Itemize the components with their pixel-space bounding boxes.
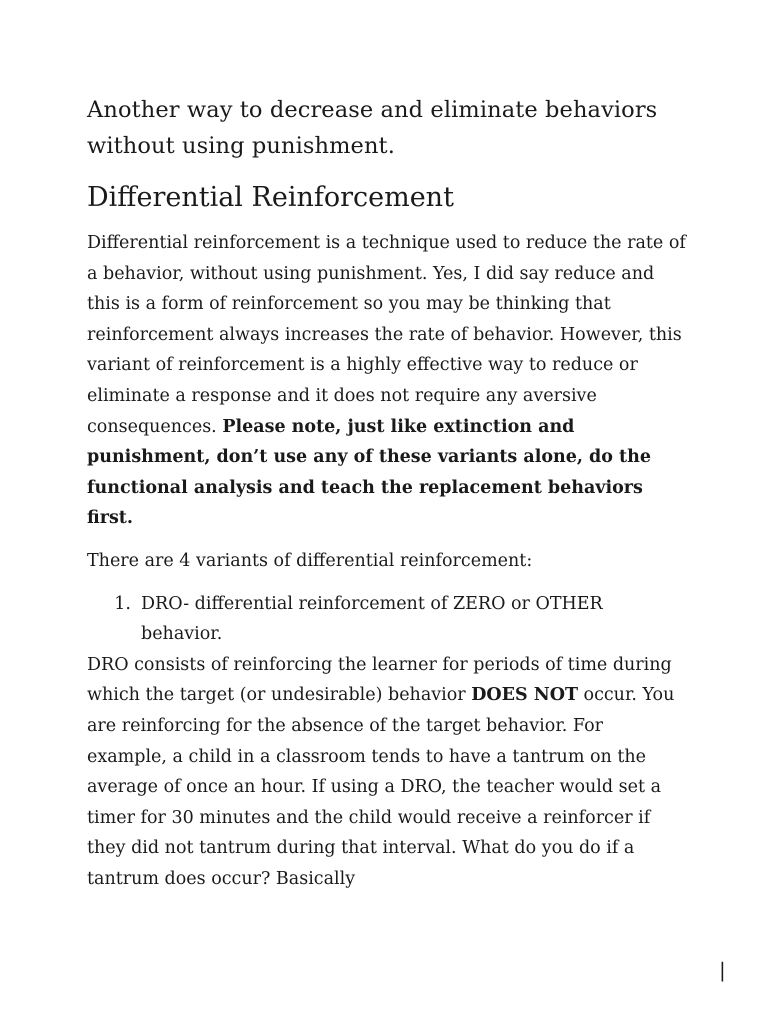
- paragraph-dro-emphasis: DOES NOT: [471, 685, 578, 706]
- section-heading: Differential Reinforcement: [87, 182, 454, 213]
- paragraph-variants-intro: There are 4 variants of differential reinforcement:: [87, 550, 533, 571]
- list-item-text: DRO- differential reinforcement of ZERO or OTHER behavior.: [141, 593, 603, 645]
- list-item-number: 1.: [114, 593, 131, 614]
- paragraph-definition-text: Differential reinforcement is a technique used to reduce the rate of a behavior, without using punishment. Yes, I did say reduce and this is a form of reinforcement so you may be thinking that reinforcement always increases the rate of behavior. However, this variant of reinforcement is a highly effective way to reduce or eliminate a response and it does not require any aversive consequences.: [87, 233, 686, 437]
- intro-line-1: Another way to decrease and eliminate behaviors: [87, 97, 658, 123]
- paragraph-dro: [87, 650, 687, 895]
- paragraph-definition: [87, 228, 687, 534]
- paragraph-dro-part-1: DRO consists of reinforcing the learner for periods of time during which the target (or undesirable) behavior: [87, 654, 672, 706]
- page-number: |: [719, 958, 726, 982]
- document-page: [87, 92, 687, 894]
- list-item: [87, 589, 687, 650]
- paragraph-definition-note: Please note, just like extinction and punishment, don’t use any of these variants alone, do the functional analysis and teach the replacement behaviors first.: [87, 416, 651, 529]
- intro-line-2: without using punishment.: [87, 133, 395, 159]
- intro-text: [87, 92, 687, 164]
- paragraph-dro-part-2: occur. You are reinforcing for the absence of the target behavior. For example, a child in a classroom tends to have a tantrum on the average of once an hour. If using a DRO, the teacher would set a timer for 30 minutes and the child would receive a reinforcer if they did not tantrum during that interval. What do you do if a tantrum does occur? Basically: [87, 685, 675, 889]
